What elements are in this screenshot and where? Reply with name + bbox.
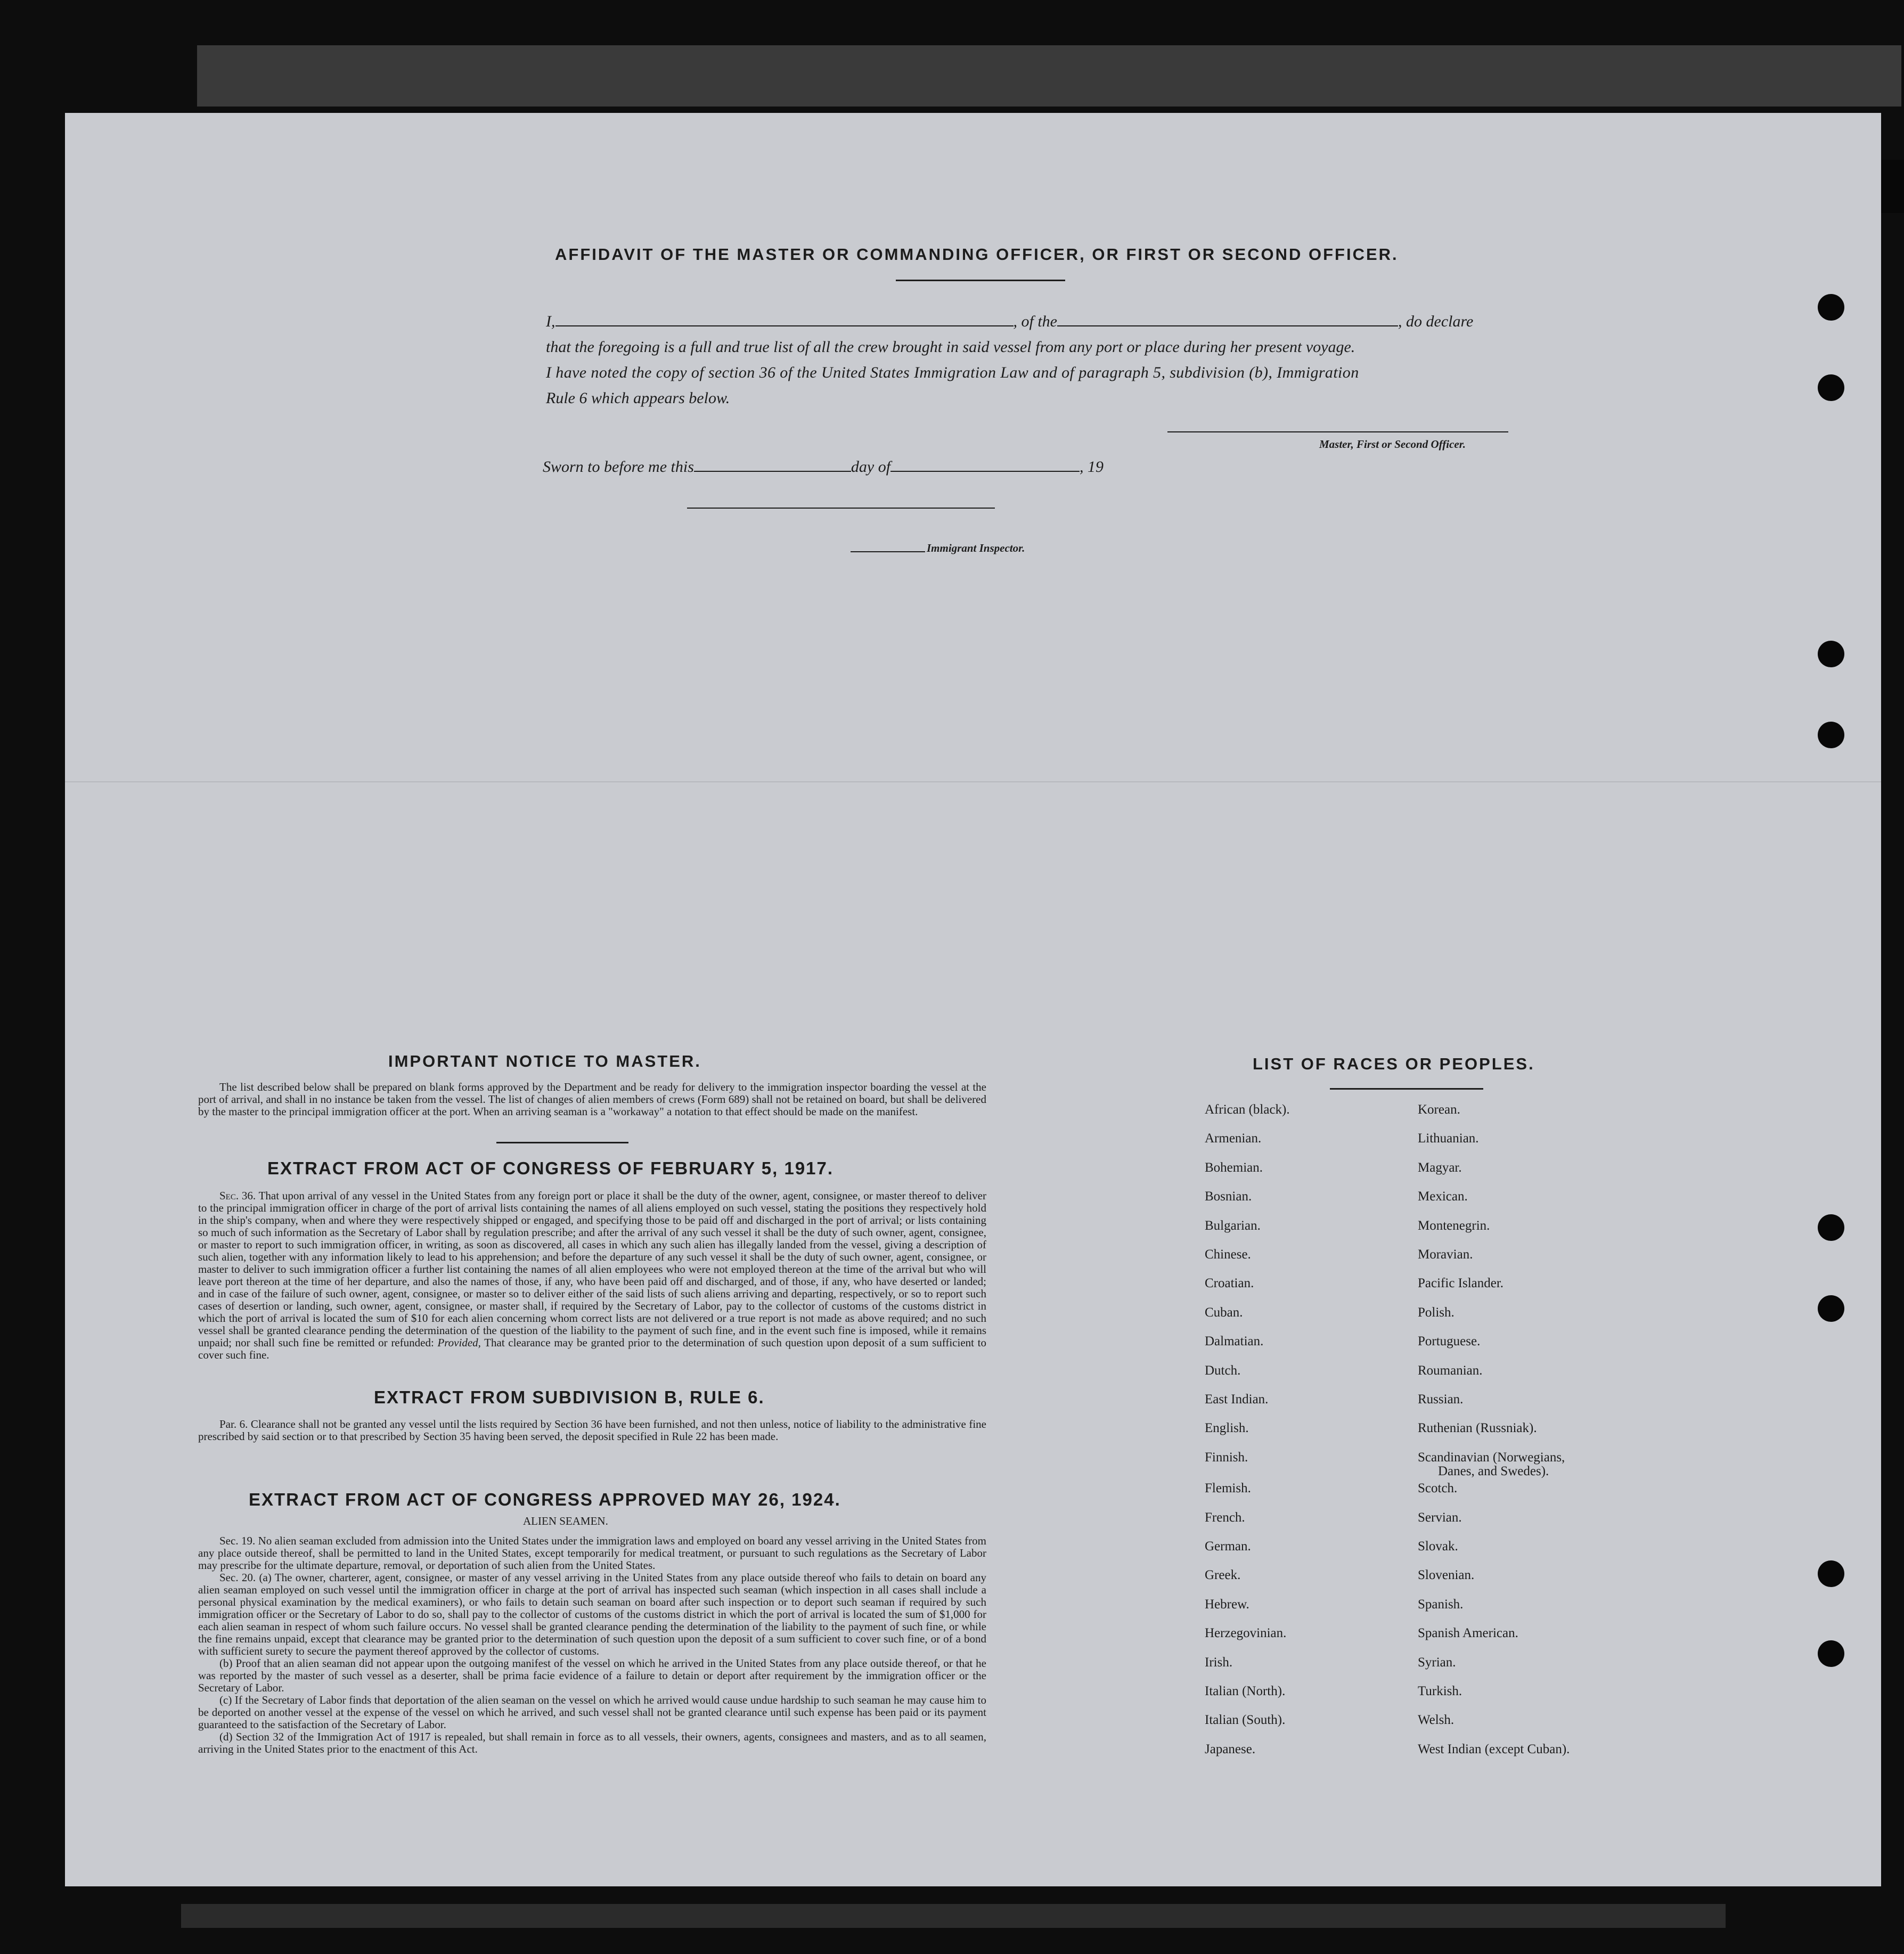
sec-20b-text: (b) Proof that an alien seaman did not appear upon the outgoing manifest of the vessel on which he arrived in the United States from any place outside thereof, or that he was reported by the master of such vessel as a deserter, shall be prima facie evidence of a failure to detain or deport after requirement by the immigration officer or the Secretary of Labor. <box>198 1657 986 1694</box>
race-item: Spanish American. <box>1418 1626 1518 1641</box>
race-item: Slovak. <box>1418 1539 1458 1554</box>
race-item: German. <box>1205 1539 1251 1554</box>
race-item: Welsh. <box>1418 1713 1454 1728</box>
punch-hole <box>1818 1640 1844 1667</box>
race-item: Greek. <box>1205 1568 1241 1583</box>
do-declare-label: , do declare <box>1398 313 1474 330</box>
race-item: Finnish. <box>1205 1450 1248 1465</box>
race-item: Turkish. <box>1418 1684 1462 1698</box>
races-list <box>65 113 1881 1886</box>
race-item: Flemish. <box>1205 1481 1251 1496</box>
race-item: Montenegrin. <box>1418 1218 1490 1233</box>
race-item: Servian. <box>1418 1510 1462 1525</box>
race-item: Dutch. <box>1205 1363 1241 1378</box>
race-item: Herzegovinian. <box>1205 1626 1287 1641</box>
race-item: African (black). <box>1205 1102 1290 1117</box>
extract-1924-title: EXTRACT FROM ACT OF CONGRESS APPROVED MAY 26, 1924. <box>249 1490 841 1509</box>
affidavit-line-3: I have noted the copy of section 36 of the United States Immigration Law and of paragraph 5, subdivision (b), Immigration <box>546 364 1359 381</box>
master-label: Master, First or Second Officer. <box>1319 438 1466 451</box>
punch-hole <box>1818 294 1844 321</box>
race-item: East Indian. <box>1205 1392 1269 1407</box>
race-item: Magyar. <box>1418 1160 1462 1175</box>
punch-hole <box>1818 641 1844 667</box>
inspector-label: Immigrant Inspector. <box>927 542 1025 554</box>
race-item: Spanish. <box>1418 1597 1464 1612</box>
race-item: Moravian. <box>1418 1247 1473 1262</box>
extract-1917-sec: Sec. 36. <box>219 1189 256 1202</box>
punch-hole <box>1818 1560 1844 1587</box>
extract-1917-end: That clearance may be granted prior to the determination of such question upon deposit of a sum sufficient to cover such fine. <box>198 1336 986 1361</box>
subdivision-title: EXTRACT FROM SUBDIVISION B, RULE 6. <box>374 1387 765 1407</box>
sec-19-text: Sec. 19. No alien seaman excluded from admission into the United States under the immigration laws and employed on board any vessel arriving in the United States from any place outside thereof, shall be permitted to land in the United States, except temporarily for medical treatment, or pursuant to such regulations as the Secretary of Labor may prescribe for the ultimate departure, removal, or deportation of such alien from the United States. <box>198 1534 986 1572</box>
extract-1917-provided: Provided, <box>437 1336 481 1349</box>
race-item: Scandinavian (Norwegians, <box>1418 1450 1565 1465</box>
extract-1917-title: EXTRACT FROM ACT OF CONGRESS OF FEBRUARY 5, 1917. <box>267 1158 834 1178</box>
race-item: West Indian (except Cuban). <box>1418 1742 1570 1756</box>
race-item: Pacific Islander. <box>1418 1276 1504 1291</box>
sec-20d-text: (d) Section 32 of the Immigration Act of 1917 is repealed, but shall remain in force as to all vessels, their owners, agents, consignees and masters, and as to all seamen, arriving in the United States prior to the enactment of this Act. <box>198 1730 986 1755</box>
affidavit-title: AFFIDAVIT OF THE MASTER OR COMMANDING OFFICER, OR FIRST OR SECOND OFFICER. <box>555 245 1399 264</box>
race-item: Russian. <box>1418 1392 1464 1407</box>
race-item-continuation: Danes, and Swedes). <box>1438 1464 1549 1478</box>
race-item: Scotch. <box>1418 1481 1458 1496</box>
scan-bottom-strip <box>181 1904 1726 1928</box>
race-item: Polish. <box>1418 1305 1454 1320</box>
race-item: Cuban. <box>1205 1305 1243 1320</box>
day-of-label: day of <box>851 458 891 476</box>
punch-hole <box>1818 374 1844 401</box>
race-item: Armenian. <box>1205 1131 1262 1146</box>
race-item: Portuguese. <box>1418 1334 1481 1349</box>
sec-20a-text: Sec. 20. (a) The owner, charterer, agent, consignee, or master of any vessel arriving in the United States from any place outside thereof who fails to detain on board any alien seaman employed on such vessel until the immigration officer in charge at the port of arrival has inspected such seaman (which inspection in all cases shall include a personal physical examination by the medical examiners), or who fails to detain such seaman on board after such inspection or to deport such seaman if required by such immigration officer or the Secretary of Labor to do so, shall pay to the collector of customs of the customs district in which the port of arrival is located the sum of $1,000 for each alien seaman in respect of whom such failure occurs. No vessel shall be granted clearance pending the determination of the liability to the payment of such fine, or while the fine remains unpaid, except that clearance may be granted prior to the determination of such question upon the deposit of a sum sufficient to cover such fine, or of a bond with sufficient surety to secure the payment thereof approved by the collector of customs. <box>198 1571 986 1657</box>
race-item: Bohemian. <box>1205 1160 1263 1175</box>
affidavit-line-4: Rule 6 which appears below. <box>546 389 730 407</box>
affidavit-line-2: that the foregoing is a full and true list of all the crew brought in said vessel from any port or place during her present voyage. <box>546 338 1355 356</box>
subdivision-text: Par. 6. Clearance shall not be granted any vessel until the lists required by Section 36 have been furnished, and not then unless, notice of liability to the administrative fine prescribed by said section or to that prescribed by Section 35 having been served, the deposit specified in Rule 22 has been made. <box>198 1418 986 1443</box>
race-item: Italian (South). <box>1205 1713 1286 1728</box>
document-page <box>65 113 1881 1886</box>
race-item: Italian (North). <box>1205 1684 1286 1698</box>
race-item: Irish. <box>1205 1655 1233 1670</box>
race-item: Croatian. <box>1205 1276 1254 1291</box>
race-item: Korean. <box>1418 1102 1460 1117</box>
race-item: Bosnian. <box>1205 1189 1252 1204</box>
scan-top-strip <box>197 45 1901 107</box>
race-item: Dalmatian. <box>1205 1334 1264 1349</box>
notice-title: IMPORTANT NOTICE TO MASTER. <box>388 1052 701 1070</box>
year-label: , 19 <box>1080 458 1104 476</box>
race-item: English. <box>1205 1421 1249 1436</box>
punch-hole <box>1818 722 1844 748</box>
race-item: Ruthenian (Russniak). <box>1418 1421 1537 1436</box>
extract-1917-body: That upon arrival of any vessel in the United States from any foreign port or place it shall be the duty of the owner, agent, consignee, or master thereof to deliver to the principal immigration officer in charge of the port of arrival lists containing the names of all aliens employed on such vessel, stating the positions they respectively hold in the ship's company, when and where they were respectively shipped or engaged, and specifying those to be paid off and discharged in the port of arrival; or lists containing so much of such information as the Secretary of Labor shall by regulation prescribe; and after the arrival of any such vessel it shall be the duty of such owner, agent, consignee, or master to report to such immigration officer, in writing, as soon as discovered, all cases in which any such alien has illegally landed from the vessel, giving a description of such alien, together with any information likely to lead to his apprehension; and before the departure of any such vessel it shall be the duty of such owner, agent, consignee, or master to deliver to such immigration officer a further list containing the names of all alien employees who were not employed thereon at the time of the arrival but who will leave port thereon at the time of her departure, and also the names of those, if any, who have been paid off and discharged, and of those, if any, who have deserted or landed; and in case of the failure of such owner, agent, consignee, or master so to deliver either of the said lists of such aliens arriving and departing, respectively, or so to report such cases of desertion or landing, such owner, agent, consignee, or master shall, if required by the Secretary of Labor, pay to the collector of customs of the customs district in which the port of arrival is located the sum of $10 for each alien concerning whom correct lists are not delivered or a true report is not made as above required; and no such vessel shall be granted clearance pending the determination of the question of the liability to the payment of such fine, and in the event such fine is imposed, while it remains unpaid; nor shall such fine be remitted or refunded: <box>198 1189 986 1349</box>
race-item: Roumanian. <box>1418 1363 1483 1378</box>
race-item: Lithuanian. <box>1418 1131 1479 1146</box>
race-item: Bulgarian. <box>1205 1218 1261 1233</box>
i-label: I, <box>546 313 555 330</box>
races-title: LIST OF RACES OR PEOPLES. <box>1253 1054 1535 1073</box>
race-item: Chinese. <box>1205 1247 1251 1262</box>
punch-hole <box>1818 1295 1844 1322</box>
race-item: Mexican. <box>1418 1189 1468 1204</box>
punch-hole <box>1818 1214 1844 1241</box>
sec-20c-text: (c) If the Secretary of Labor finds that deportation of the alien seaman on the vessel on which he arrived would cause undue hardship to such seaman he may cause him to be deported on another vessel at the expense of the vessel on which he arrived, and such vessel shall not be granted clearance until such expense has been paid or its payment guaranteed to the satisfaction of the Secretary of Labor. <box>198 1694 986 1731</box>
race-item: Slovenian. <box>1418 1568 1475 1583</box>
race-item: Japanese. <box>1205 1742 1256 1756</box>
notice-text: The list described below shall be prepared on blank forms approved by the Department and be ready for delivery to the immigration inspector boarding the vessel at the port of arrival, and shall in no instance be taken from the vessel. The list of changes of alien members of crews (Form 689) shall not be retained on board, but shall be delivered by the master to the principal immigration officer at the port. When an arriving seaman is a "workaway" a notation to that effect should be made on the manifest. <box>198 1081 986 1118</box>
race-item: French. <box>1205 1510 1245 1525</box>
of-the-label: , of the <box>1013 313 1057 330</box>
sworn-label: Sworn to before me this <box>543 458 694 476</box>
extract-1924-subtitle: ALIEN SEAMEN. <box>523 1515 608 1527</box>
race-item: Syrian. <box>1418 1655 1456 1670</box>
race-item: Hebrew. <box>1205 1597 1249 1612</box>
